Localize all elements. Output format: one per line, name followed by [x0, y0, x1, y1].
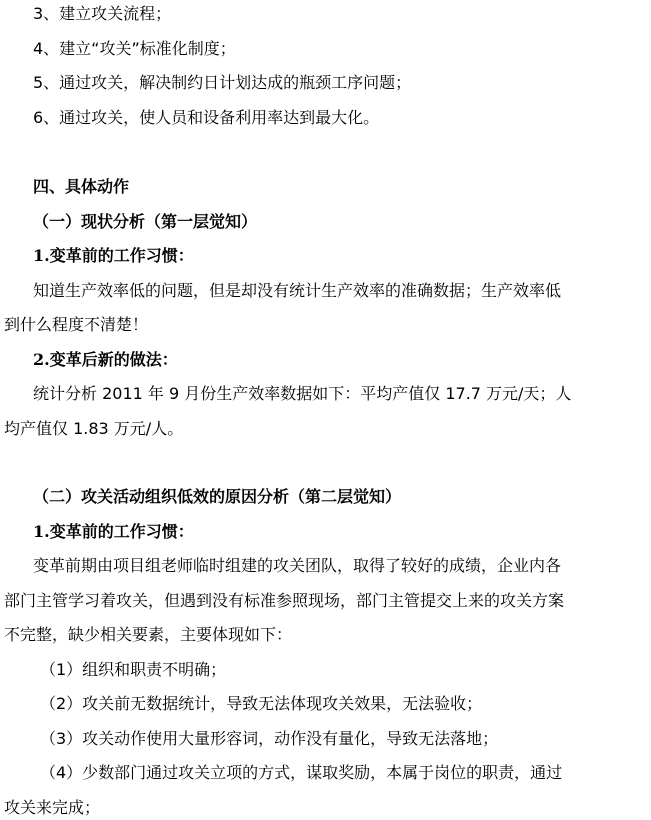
subsection-heading-2: （二）攻关活动组织低效的原因分析（第二层觉知）: [33, 487, 402, 506]
paragraph-line: 不完整，缺少相关要素，主要体现如下：: [4, 625, 293, 644]
subsection-heading-1: （一）现状分析（第一层觉知）: [33, 212, 258, 231]
goal-item-6: 6、通过攻关，使人员和设备利用率达到最大化。: [33, 108, 380, 127]
list-item-continued: 攻关来完成；: [4, 798, 101, 817]
paragraph-line: 知道生产效率低的问题，但是却没有统计生产效率的准确数据；生产效率低: [33, 281, 562, 300]
list-item: （2）攻关前无数据统计，导致无法体现攻关效果，无法验收；: [40, 694, 483, 713]
sub-heading-before: 1.变革前的工作习惯：: [33, 246, 194, 265]
paragraph-line: 统计分析 2011 年 9 月份生产效率数据如下：平均产值仅 17.7 万元/天；人: [33, 384, 572, 403]
section-heading: 四、具体动作: [33, 177, 130, 196]
goal-item-3: 3、建立攻关流程；: [33, 4, 172, 23]
paragraph-line: 到什么程度不清楚！: [4, 315, 149, 334]
goal-item-5: 5、通过攻关，解决制约日计划达成的瓶颈工序问题；: [33, 73, 412, 92]
paragraph-line: 变革前期由项目组老师临时组建的攻关团队，取得了较好的成绩，企业内各: [33, 556, 562, 575]
sub-heading-after: 2.变革后新的做法：: [33, 350, 178, 369]
sub-heading-before: 1.变革前的工作习惯：: [33, 522, 194, 541]
list-item: （1）组织和职责不明确；: [40, 660, 227, 679]
list-item: （4）少数部门通过攻关立项的方式，谋取奖励，本属于岗位的职责，通过: [40, 763, 563, 782]
goal-item-4: 4、建立“攻关”标准化制度；: [33, 39, 236, 58]
list-item: （3）攻关动作使用大量形容词，动作没有量化，导致无法落地；: [40, 729, 499, 748]
paragraph-line: 均产值仅 1.83 万元/人。: [4, 419, 184, 438]
paragraph-line: 部门主管学习着攻关，但遇到没有标准参照现场，部门主管提交上来的攻关方案: [4, 591, 565, 610]
